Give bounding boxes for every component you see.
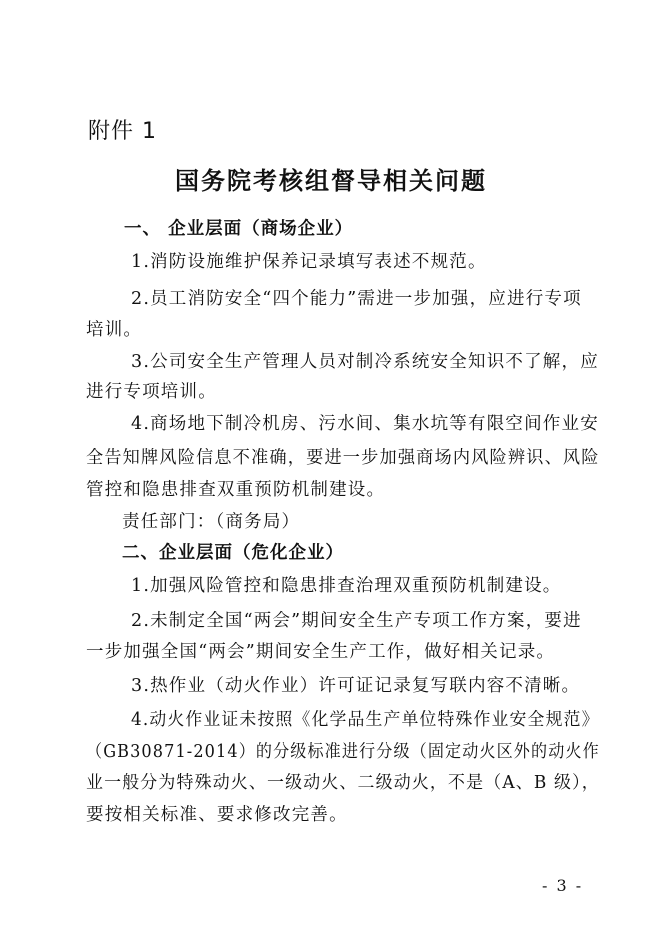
s1-item3-line1: 3.公司安全生产管理人员对制冷系统安全知识不了解，应 [131,352,599,372]
s1-item3-line2: 进行专项培训。 [86,382,217,402]
s1-item4-line2: 全告知牌风险信息不准确，要进一步加强商场内风险辨识、风险 [86,448,600,468]
s2-item4-line2: （GB30871-2014）的分级标准进行分级（固定动火区外的动火作 [86,742,600,762]
s1-item2-line2: 培训。 [86,320,143,340]
s2-item3-line1: 3.热作业（动火作业）许可证记录复写联内容不清晰。 [131,676,581,696]
s2-item1-line1: 1.加强风险管控和隐患排查治理双重预防机制建设。 [131,576,562,596]
s1-item1-line1: 1.消防设施维护保养记录填写表述不规范。 [131,252,487,272]
section2-heading: 二、企业层面（危化企业） [122,543,344,563]
s2-item4-line3: 业一般分为特殊动火、一级动火、二级动火，不是（A、B 级）， [86,773,600,793]
attachment-label: 附件 1 [88,119,157,144]
s1-item4-line1: 4.商场地下制冷机房、污水间、集水坑等有限空间作业安 [131,414,599,434]
s1-item2-line1: 2.员工消防安全“四个能力”需进一步加强，应进行专项 [131,289,582,309]
s2-item4-line4: 要按相关标准、要求修改完善。 [86,805,348,825]
s1-responsible: 责任部门：（商务局） [122,512,301,532]
page-number: - 3 - [542,876,584,895]
s2-item4-line1: 4.动火作业证未按照《化学品生产单位特殊作业安全规范》 [131,710,600,730]
s2-item2-line1: 2.未制定全国“两会”期间安全生产专项工作方案，要进 [131,611,582,631]
s1-item4-line3: 管控和隐患排查双重预防机制建设。 [86,480,386,500]
document-title: 国务院考核组督导相关问题 [175,167,487,195]
s2-item2-line2: 一步加强全国“两会”期间安全生产工作，做好相关记录。 [86,642,556,662]
section1-heading: 一、 企业层面（商场企业） [124,219,354,239]
